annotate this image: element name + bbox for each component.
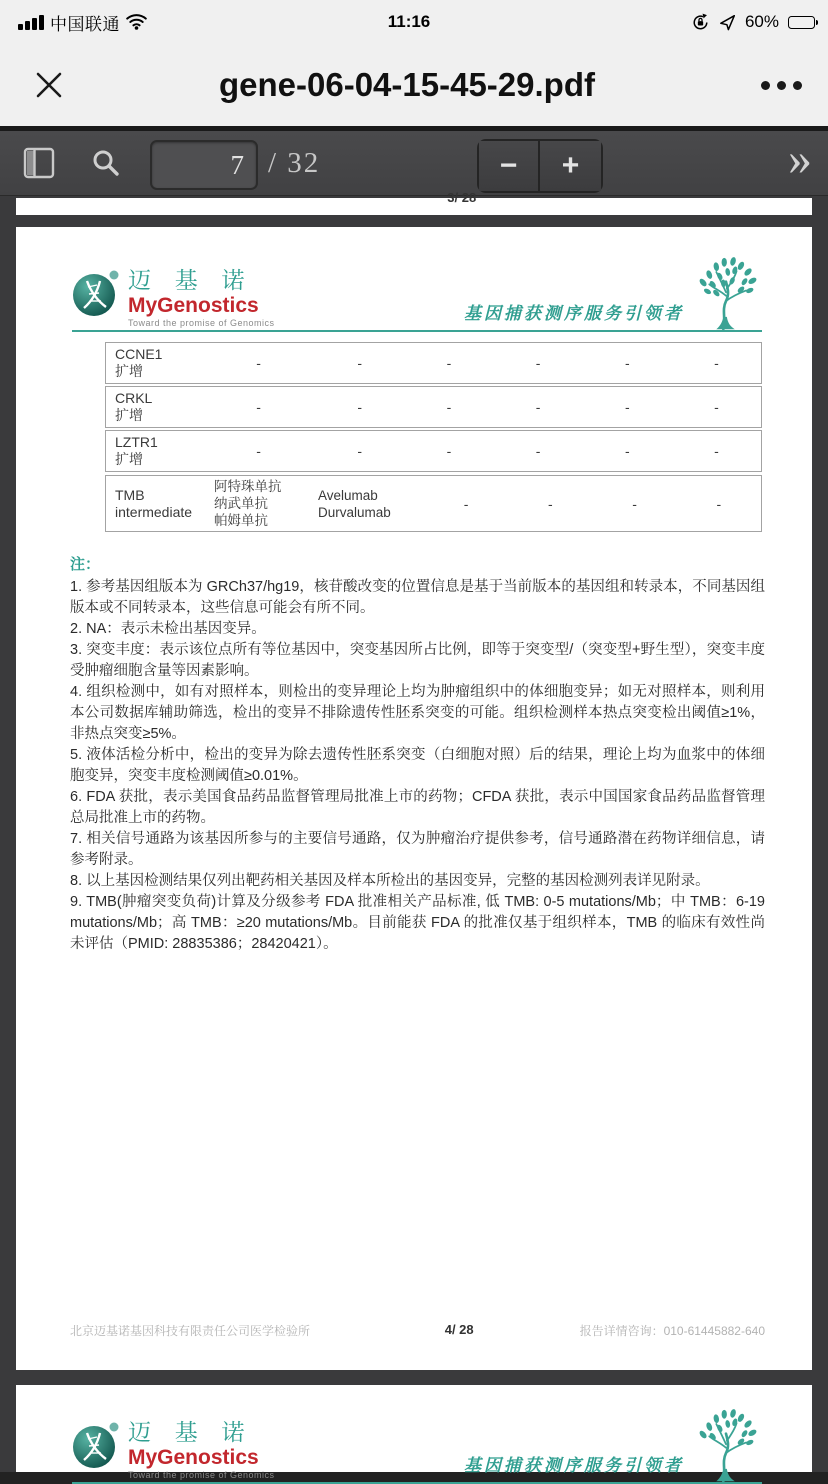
footer-contact: 报告详情咨询：010-61445882-640 [579, 1324, 765, 1338]
note-item: 3. 突变丰度：表示该位点所有等位基因中，突变基因所占比例，即等于突变型/（突变型+野生型），突变丰度受肿瘤细胞含量等因素影响。 [70, 642, 765, 679]
title-bar [0, 44, 828, 126]
pdf-content-area[interactable] [0, 190, 828, 1480]
gene-name: CRKL [115, 390, 153, 406]
mygenostics-logo [72, 268, 275, 328]
gene-name: CCNE1 [115, 346, 163, 362]
table-cell: - [716, 495, 722, 512]
close-button[interactable] [26, 62, 72, 108]
previous-page-number: 3/ 28 [447, 190, 477, 205]
table-cell: - [446, 399, 452, 415]
table-cell: - [714, 399, 719, 415]
table-row-tmb [105, 475, 762, 532]
battery-icon [788, 16, 818, 29]
carrier-label: 中国联通 [50, 14, 120, 34]
table-cell: - [714, 355, 719, 371]
gene-results-table [105, 342, 762, 532]
note-item: 2. NA：表示未检出基因变异。 [70, 621, 266, 637]
note-item: 4. 组织检测中，如有对照样本，则检出的变异理论上均为肿瘤组织中的体细胞变异；如无对照样本，则利用本公司数据库辅助筛选，检出的变异不排除遗传性胚系突变的可能。组织检测样本热点突变检出阈值≥1%，非热点突变≥5%。 [70, 684, 765, 742]
brand-slogan: 基因捕获测序服务引领者 [464, 1456, 684, 1475]
note-item: 6. FDA 获批，表示美国食品药品监督管理局批准上市的药物；CFDA 获批，表示中国国家食品药品监督管理总局批准上市的药物。 [70, 789, 765, 826]
status-left [10, 10, 310, 35]
table-cell: - [535, 443, 541, 459]
table-cell: - [714, 443, 719, 459]
logo-name-en: MyGenostics [128, 294, 259, 317]
page-number-input[interactable]: 7 [150, 140, 258, 190]
table-row [105, 430, 762, 472]
table-cell: - [624, 355, 630, 371]
drug-cn: 帕姆单抗 [214, 513, 268, 528]
status-right [518, 12, 818, 32]
cell-signal-icon [10, 14, 44, 30]
notes-label: 注： [70, 556, 101, 573]
logo-name-cn: 迈 基 诺 [128, 268, 254, 293]
battery-percent-label: 60% [744, 12, 779, 31]
brand-slogan: 基因捕获测序服务引领者 [464, 304, 684, 323]
drug-cn: 纳武单抗 [214, 496, 268, 511]
notes-section [70, 553, 765, 955]
note-item: 1. 参考基因组版本为 GRCh37/hg19，核苷酸改变的位置信息是基于当前版本的基因组和转录本，不同基因组版本或不同转录本，这些信息可能会有所不同。 [70, 579, 765, 616]
app-header [0, 0, 828, 126]
table-cell: - [535, 399, 541, 415]
variant-type: 扩增 [115, 363, 143, 379]
thumbnails-sidebar-button[interactable] [22, 131, 56, 195]
table-cell: - [548, 495, 553, 512]
table-cell: - [632, 495, 637, 512]
table-cell: - [446, 355, 452, 371]
pdf-toolbar [0, 126, 828, 196]
logo-name-cn: 迈 基 诺 [128, 1420, 254, 1445]
table-cell: - [357, 443, 363, 459]
table-cell: - [624, 399, 630, 415]
note-item: 9. TMB(肿瘤突变负荷)计算及分级参考 FDA 批准相关产品标准, 低 TMB: 0-5 mutations/Mb；中 TMB：6-19 mutations/Mb；高 TMB：≥20 mutations/Mb。目前能获 FDA 的批准仅基于组织样本，TMB 的临床有效性尚未评估（PMID: 28835386；28420421）。 [70, 894, 765, 952]
variant-type: 扩增 [115, 451, 143, 467]
report-footer [70, 1322, 765, 1338]
zoom-controls [477, 139, 603, 193]
previous-page-bottom [16, 190, 812, 215]
table-cell: - [256, 399, 261, 415]
table-cell: - [357, 399, 363, 415]
table-cell: - [463, 495, 469, 512]
status-bar [0, 0, 828, 44]
header-rule [72, 330, 762, 332]
report-header [16, 1385, 812, 1484]
note-item: 7. 相关信号通路为该基因所参与的主要信号通路，仅为肿瘤治疗提供参考，信号通路潜在药物详细信息，请参考附录。 [70, 831, 765, 868]
variant-type: 扩增 [115, 407, 143, 423]
report-header [16, 227, 812, 332]
clock-label: 11:16 [387, 12, 431, 31]
mygenostics-logo [72, 1420, 275, 1480]
table-cell: - [446, 443, 452, 459]
more-options-button[interactable] [742, 62, 802, 108]
logo-tagline: Toward the promise of Genomics [128, 318, 275, 328]
wifi-icon [126, 14, 147, 30]
search-icon[interactable] [90, 131, 122, 195]
dna-globe-icon [72, 268, 120, 318]
tmb-level: intermediate [115, 503, 193, 520]
document-title: gene-06-04-15-45-29.pdf [219, 66, 595, 103]
next-page-top [16, 1385, 812, 1480]
logo-name-en: MyGenostics [128, 1446, 259, 1469]
drug-en: Avelumab [318, 487, 378, 503]
total-pages-label: / 32 [268, 146, 321, 179]
table-cell: - [624, 443, 630, 459]
zoom-out-button[interactable]: − [479, 141, 540, 191]
pdf-page [16, 227, 812, 1370]
gene-name: LZTR1 [115, 434, 158, 450]
location-arrow-icon [719, 14, 736, 31]
tmb-label: TMB [115, 486, 145, 503]
footer-page-number: 4/ 28 [444, 1322, 474, 1337]
logo-tagline: Toward the promise of Genomics [128, 1470, 275, 1480]
forward-chevrons-button[interactable]: » [788, 132, 812, 185]
table-cell: - [256, 443, 261, 459]
drug-cn: 阿特珠单抗 [214, 479, 282, 494]
table-cell: - [256, 355, 261, 371]
zoom-in-button[interactable]: + [540, 141, 601, 191]
tree-icon [690, 257, 762, 331]
note-item: 5. 液体活检分析中，检出的变异为除去遗传性胚系突变（白细胞对照）后的结果，理论上均为血浆中的体细胞变异，突变丰度检测阈值≥0.01%。 [70, 747, 765, 784]
dna-globe-icon [72, 1420, 120, 1470]
note-item: 8. 以上基因检测结果仅列出靶药相关基因及样本所检出的基因变异，完整的基因检测列表详见附录。 [70, 873, 710, 889]
orientation-lock-icon [691, 13, 710, 32]
tree-icon [690, 1409, 762, 1483]
drug-en: Durvalumab [318, 504, 391, 520]
footer-company: 北京迈基诺基因科技有限责任公司医学检验所 [70, 1324, 311, 1338]
table-cell: - [357, 355, 363, 371]
table-cell: - [535, 355, 541, 371]
table-row [105, 386, 762, 428]
table-row [105, 342, 762, 384]
